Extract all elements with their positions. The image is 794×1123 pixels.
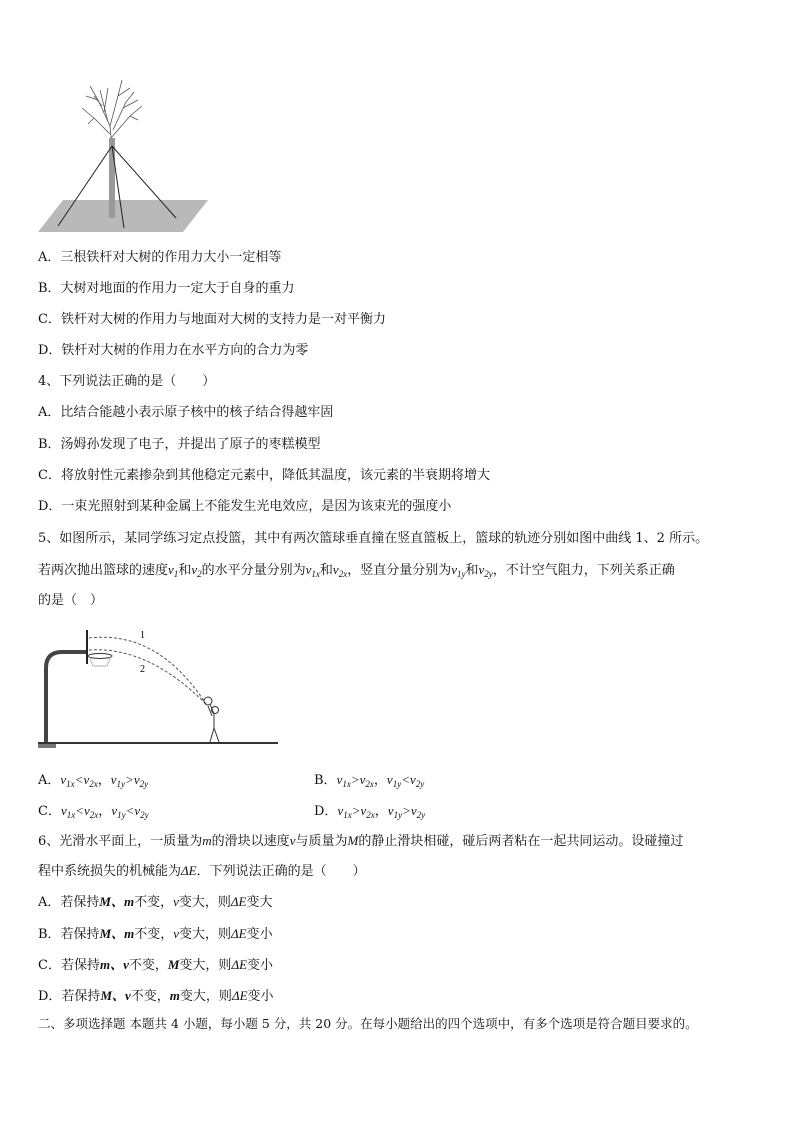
curve-1-label: 1 [140,630,145,641]
ground-plane [38,200,208,232]
q5-option-a: A．$v_{1x}<v_{2x}$，$v_{1y}>v_{2y}$ [38,772,149,789]
q5-stem-line2: 若两次抛出篮球的速度$v_1$和$v_2$的水平分量分别为$v_{1x}$和$v_{2x}$，竖直分量分别为$v_{1y}$和$v_{2y}$，不计空气阻力，下列关系正确 [38,562,675,579]
q6-option-a: A．若保持M、m不变，v变大，则ΔE变大 [38,894,273,910]
q3-option-d: D．铁杆对大树的作用力在水平方向的合力为零 [38,343,309,358]
q6-stem-line2: 程中系统损失的机械能为ΔE．下列说法正确的是（ ） [38,863,366,879]
q5-stem-line1: 5、如图所示，某同学练习定点投篮，其中有两次篮球垂直撞在竖直篮板上，篮球的轨迹分别如图中曲线 1、2 所示。 [38,531,709,546]
floor-line [38,742,278,744]
q4-option-a: A．比结合能越小表示原子核中的核子结合得越牢固 [38,405,334,420]
section-2-heading: 二、多项选择题 本题共 4 小题，每小题 5 分，共 20 分。在每小题给出的四个选项中，有多个选项是符合题目要求的。 [38,1016,698,1031]
hoop-pole [46,652,86,742]
q3-option-a: A．三根铁杆对大树的作用力大小一定相等 [38,250,282,265]
hoop-ring [88,654,112,659]
basketball-figure [38,624,278,754]
trajectory-1 [89,637,206,704]
floor-hatch [38,744,56,748]
q5-option-c: C．$v_{1x}<v_{2x}$，$v_{1y}<v_{2y}$ [38,803,149,820]
q6-option-c: C．若保持m、v不变，M变大，则ΔE变小 [38,957,274,973]
q5-option-b: B．$v_{1x}>v_{2x}$，$v_{1y}<v_{2y}$ [314,772,425,789]
tree-branches [82,80,142,148]
q4-option-c: C．将放射性元素掺杂到其他稳定元素中，降低其温度，该元素的半衰期将增大 [38,468,490,483]
q3-option-c: C．铁杆对大树的作用力与地面对大树的支持力是一对平衡力 [38,312,386,327]
q5-stem-line3: 的是（ ） [38,593,104,608]
q5-option-d: D．$v_{1x}>v_{2x}$，$v_{1y}>v_{2y}$ [314,803,426,820]
q6-stem-line1: 6、光滑水平面上，一质量为m的滑块以速度v与质量为M的静止滑块相碰，碰后两者粘在一起共同运动。设碰撞过 [38,833,684,849]
q4-option-d: D．一束光照射到某种金属上不能发生光电效应，是因为该束光的强度小 [38,499,452,514]
q6-option-d: D．若保持M、v不变，m变大，则ΔE变小 [38,988,274,1004]
q3-option-b: B．大树对地面的作用力一定大于自身的重力 [38,281,295,296]
q6-option-b: B．若保持M、m不变，v变大，则ΔE变小 [38,926,273,942]
curve-2-label: 2 [140,664,145,675]
q4-option-b: B．汤姆孙发现了电子，并提出了原子的枣糕模型 [38,437,321,452]
tree-figure [38,78,213,233]
q4-stem: 4、下列说法正确的是（ ） [38,374,216,389]
